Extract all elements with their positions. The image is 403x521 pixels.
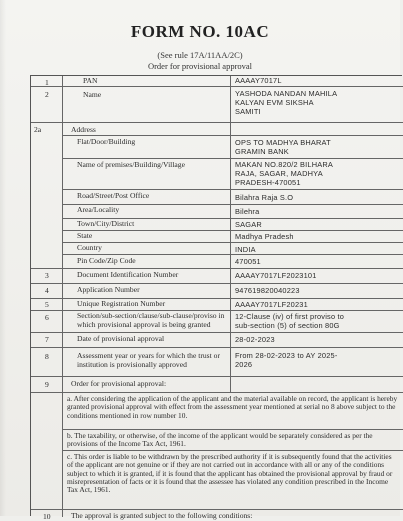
row-line [62,450,403,451]
row-line [31,332,403,333]
row-number: 3 [45,271,49,280]
row-number: 9 [45,380,49,389]
premises-value-line: RAJA, SAGAR, MADHYA [235,169,323,178]
row-number: 2a [34,125,42,134]
section-label-line: which provisional approval is being granted [77,320,211,329]
row-number: 10 [43,512,51,521]
row-line [62,254,403,255]
row-line [62,158,403,159]
row-line [62,242,403,243]
row-number: 8 [45,352,49,361]
section-value-line: 12-Clause (iv) of first proviso to [235,312,345,321]
form-subtitle: Order for provisional approval [147,61,253,71]
state-label: State [77,231,93,240]
row-number: 6 [45,313,49,322]
name-value-line: SAMITI [235,107,261,116]
row-line [62,135,403,136]
approval-date-label: Date of provisional approval [77,334,165,343]
pan-label: PAN [83,76,98,85]
row-line [62,230,403,231]
row-line [31,268,403,269]
assessment-value-line: 2026 [235,360,253,369]
row-number: 1 [45,78,49,87]
pin-value: 470051 [235,257,261,266]
conditions-label: The approval is granted subject to the following conditions: [71,511,253,520]
document-id-label: Document Identification Number [77,270,179,279]
application-number-value: 947619820040223 [235,286,300,295]
row-line [31,376,403,377]
order-paragraph-b: b. The taxability, or otherwise, of the income of the applicant would be separately considered as per the provisions of the Income Tax Act, 1961. [67,431,373,449]
premises-label: Name of premises/Building/Village [77,160,185,169]
rule-reference: (See rule 17A/11AA/2C) [157,50,243,60]
document-id-value: AAAAY7017LF2023101 [235,271,317,280]
order-paragraph-c: c. This order is liable to be withdrawn by the prescribed authority if it is subsequently found that the activities of the applicant are not genuine or if they are not carried out in accordance with all or any of the conditions subject to which it is granted, if it is found that the applicant has obtained the provisional approval by fraud or misrepresentation of facts or it is found that the assessee has violated any condition prescribed in the Income Tax Act, 1961. [67,452,393,495]
name-value-line: YASHODA NANDAN MAHILA [235,89,338,98]
application-number-label: Application Number [77,285,140,294]
country-label: Country [77,243,102,252]
scan-shadow [0,0,6,516]
town-value: SAGAR [235,220,262,229]
flat-label: Flat/Door/Building [77,137,136,146]
area-value: Bilehra [235,207,260,216]
name-value-line: KALYAN EVM SIKSHA [235,98,314,107]
col-divider-value [230,76,231,392]
state-value: Madhya Pradesh [235,232,294,241]
town-label: Town/City/District [77,219,135,228]
road-label: Road/Street/Post Office [77,191,150,200]
premises-value-line: PRADESH-470051 [235,178,301,187]
section-label-line: Section/sub-section/clause/sub-clause/proviso in [77,311,225,320]
row-line [62,429,403,430]
name-label: Name [83,90,102,99]
country-value: INDIA [235,245,256,254]
area-label: Area/Locality [77,205,120,214]
row-number: 2 [45,90,49,99]
row-line [31,347,403,348]
assessment-label-line: institution is provisionally approved [77,360,187,369]
row-line [31,86,403,87]
registration-number-label: Unique Registration Number [77,299,166,308]
registration-number-value: AAAAY7017LF20231 [235,300,308,309]
flat-value-line: GRAMIN BANK [235,147,289,156]
pan-value: AAAAY7017L [235,76,282,85]
address-label: Address [71,125,96,134]
pin-label: Pin Code/Zip Code [77,256,136,265]
row-number: 7 [45,335,49,344]
assessment-value-line: From 28-02-2023 to AY 2025- [235,351,338,360]
row-line [31,392,403,393]
road-value: Bilahra Raja S.O [235,193,294,202]
order-paragraph-a: a. After considering the application of the applicant and the material available on record, the applicant is hereby granted provisional approval with effect from the assessment year mentioned at serial no 8 above subject to the conditions mentioned in row number 10. [67,394,398,420]
premises-value-line: MAKAN NO.820/2 BILHARA [235,160,334,169]
approval-date-value: 28-02-2023 [235,335,275,344]
assessment-label-line: Assessment year or years for which the trust or [77,351,220,360]
row-number: 5 [45,300,49,309]
row-number: 4 [45,286,49,295]
row-line [62,189,403,190]
section-value-line: sub-section (5) of section 80G [235,321,340,330]
form-title: FORM NO. 10AC [130,22,270,41]
form-table [30,75,402,521]
row-line [31,283,403,284]
order-label: Order for provisional approval: [71,379,167,388]
row-line [31,122,403,123]
row-line [31,509,403,510]
flat-value-line: OPS TO MADHYA BHARAT [235,138,331,147]
